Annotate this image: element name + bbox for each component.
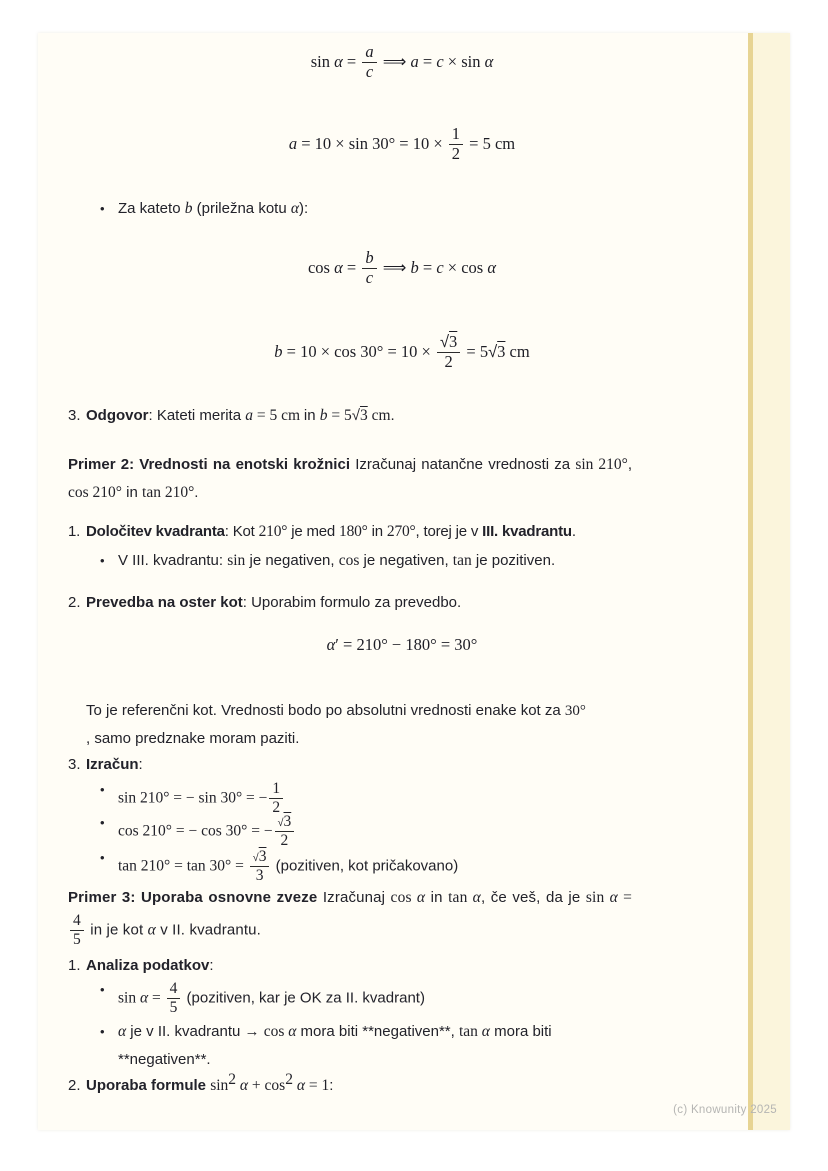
bullet-marker: • xyxy=(100,982,105,997)
item-text: Prevedba na oster kot: Uporabim formulo za prevedbo. xyxy=(86,594,462,611)
bullet-marker: • xyxy=(100,815,105,830)
list-number: 1. xyxy=(68,523,81,540)
list-number: 2. xyxy=(68,1077,81,1094)
bullet-marker: • xyxy=(100,782,105,797)
display-formula-cos-definition: cos α = $\frac{b}{c}$ ⟹ b = c × cos α xyxy=(307,248,496,287)
bullet-item-kvadrant-predznaki xyxy=(68,551,664,571)
bullet-item-kvadrant-II xyxy=(68,1018,664,1074)
bullet-text: V III. kvadrantu: sin je negativen, cos je negativen, tan je pozitiven. xyxy=(118,552,556,569)
knowunity-watermark: (c) Knowunity 2025 xyxy=(673,1104,777,1116)
numbered-item-uporaba-formule xyxy=(68,1071,632,1096)
list-number: 3. xyxy=(68,407,81,424)
item-text: Uporaba formule $\sin^2 \alpha + \cos^2 \alpha = 1$: xyxy=(86,1071,334,1094)
display-formula-b-result: b = 10 × cos 30° = 10 × $\frac{√3}{2}$ = 5√3 cm xyxy=(274,332,530,371)
paragraph-referencni-kot: To je referenčni kot. Vrednosti bodo po absolutni vrednosti enake kot za 30° , samo predznake moram paziti. xyxy=(86,702,586,747)
list-number: 1. xyxy=(68,957,81,974)
bullet-item-cos-210 xyxy=(68,813,664,850)
bullet-item-sin-alpha xyxy=(68,980,664,1017)
numbered-item-analiza xyxy=(68,956,632,976)
item-text: Izračun: xyxy=(86,756,143,773)
bullet-marker: • xyxy=(100,553,105,568)
bullet-item-tan-210 xyxy=(68,848,664,885)
display-formula-a-result: a = 10 × sin 30° = 10 × $\frac{1}{2}$ = 5 cm xyxy=(288,124,516,163)
bullet-text: sin 210° = − sin 30° = − $\frac{1}{2}$ xyxy=(118,780,664,817)
list-number: 2. xyxy=(68,594,81,611)
document-page xyxy=(38,33,790,1130)
accent-stripe-fill xyxy=(753,33,790,1130)
bullet-marker: • xyxy=(100,1024,105,1039)
paragraph-primer-2: Primer 2: Vrednosti na enotski krožnici Izračunaj natančne vrednosti za sin 210°, cos 210° in tan 210°. xyxy=(68,456,632,501)
bullet-text: cos 210° = − cos 30° = − $\frac{√3}{2}$ xyxy=(118,813,664,850)
bullet-text: tan 210° = tan 30° = $\frac{√3}{3}$ (pozitiven, kot pričakovano) xyxy=(118,848,459,884)
bullet-text: α je v II. kvadrantu → cos α mora biti **negativen**, tan α mora biti **negativen**. xyxy=(118,1023,552,1068)
bullet-marker: • xyxy=(100,201,105,216)
display-formula-sin-definition: sin α = $\frac{a}{c}$ ⟹ a = c × sin α xyxy=(310,42,494,81)
item-text: Analiza podatkov: xyxy=(86,957,214,974)
numbered-item-izracun xyxy=(68,755,632,775)
bullet-text: sin α = $\frac{4}{5}$ (pozitiven, kar je OK za II. kvadrant) xyxy=(118,980,425,1016)
list-number: 3. xyxy=(68,756,81,773)
bullet-marker: • xyxy=(100,850,105,865)
paragraph-primer-3: Primer 3: Uporaba osnovne zveze Izračunaj cos α in tan α, če veš, da je sin α = $\frac{4}{5}$ in je kot α v II. kvadrantu. xyxy=(68,889,632,948)
numbered-item-dolocitev-kvadranta xyxy=(68,522,632,542)
bullet-text: Za kateto b (priležna kotu α): xyxy=(118,200,309,217)
item-text: Odgovor: Kateti merita a = 5 cm in b = 5√3 cm. xyxy=(86,407,395,424)
item-text: Določitev kvadranta: Kot 210° je med 180° in 270°, torej je v III. kvadrantu. xyxy=(86,523,576,540)
numbered-item-prevedba xyxy=(68,593,632,613)
bullet-item-sin-210 xyxy=(68,780,664,817)
bullet-item-kateta-b xyxy=(68,199,664,219)
display-formula-referencni-kot: α′ = 210° − 180° = 30° xyxy=(326,635,478,654)
numbered-item-odgovor xyxy=(68,406,632,426)
